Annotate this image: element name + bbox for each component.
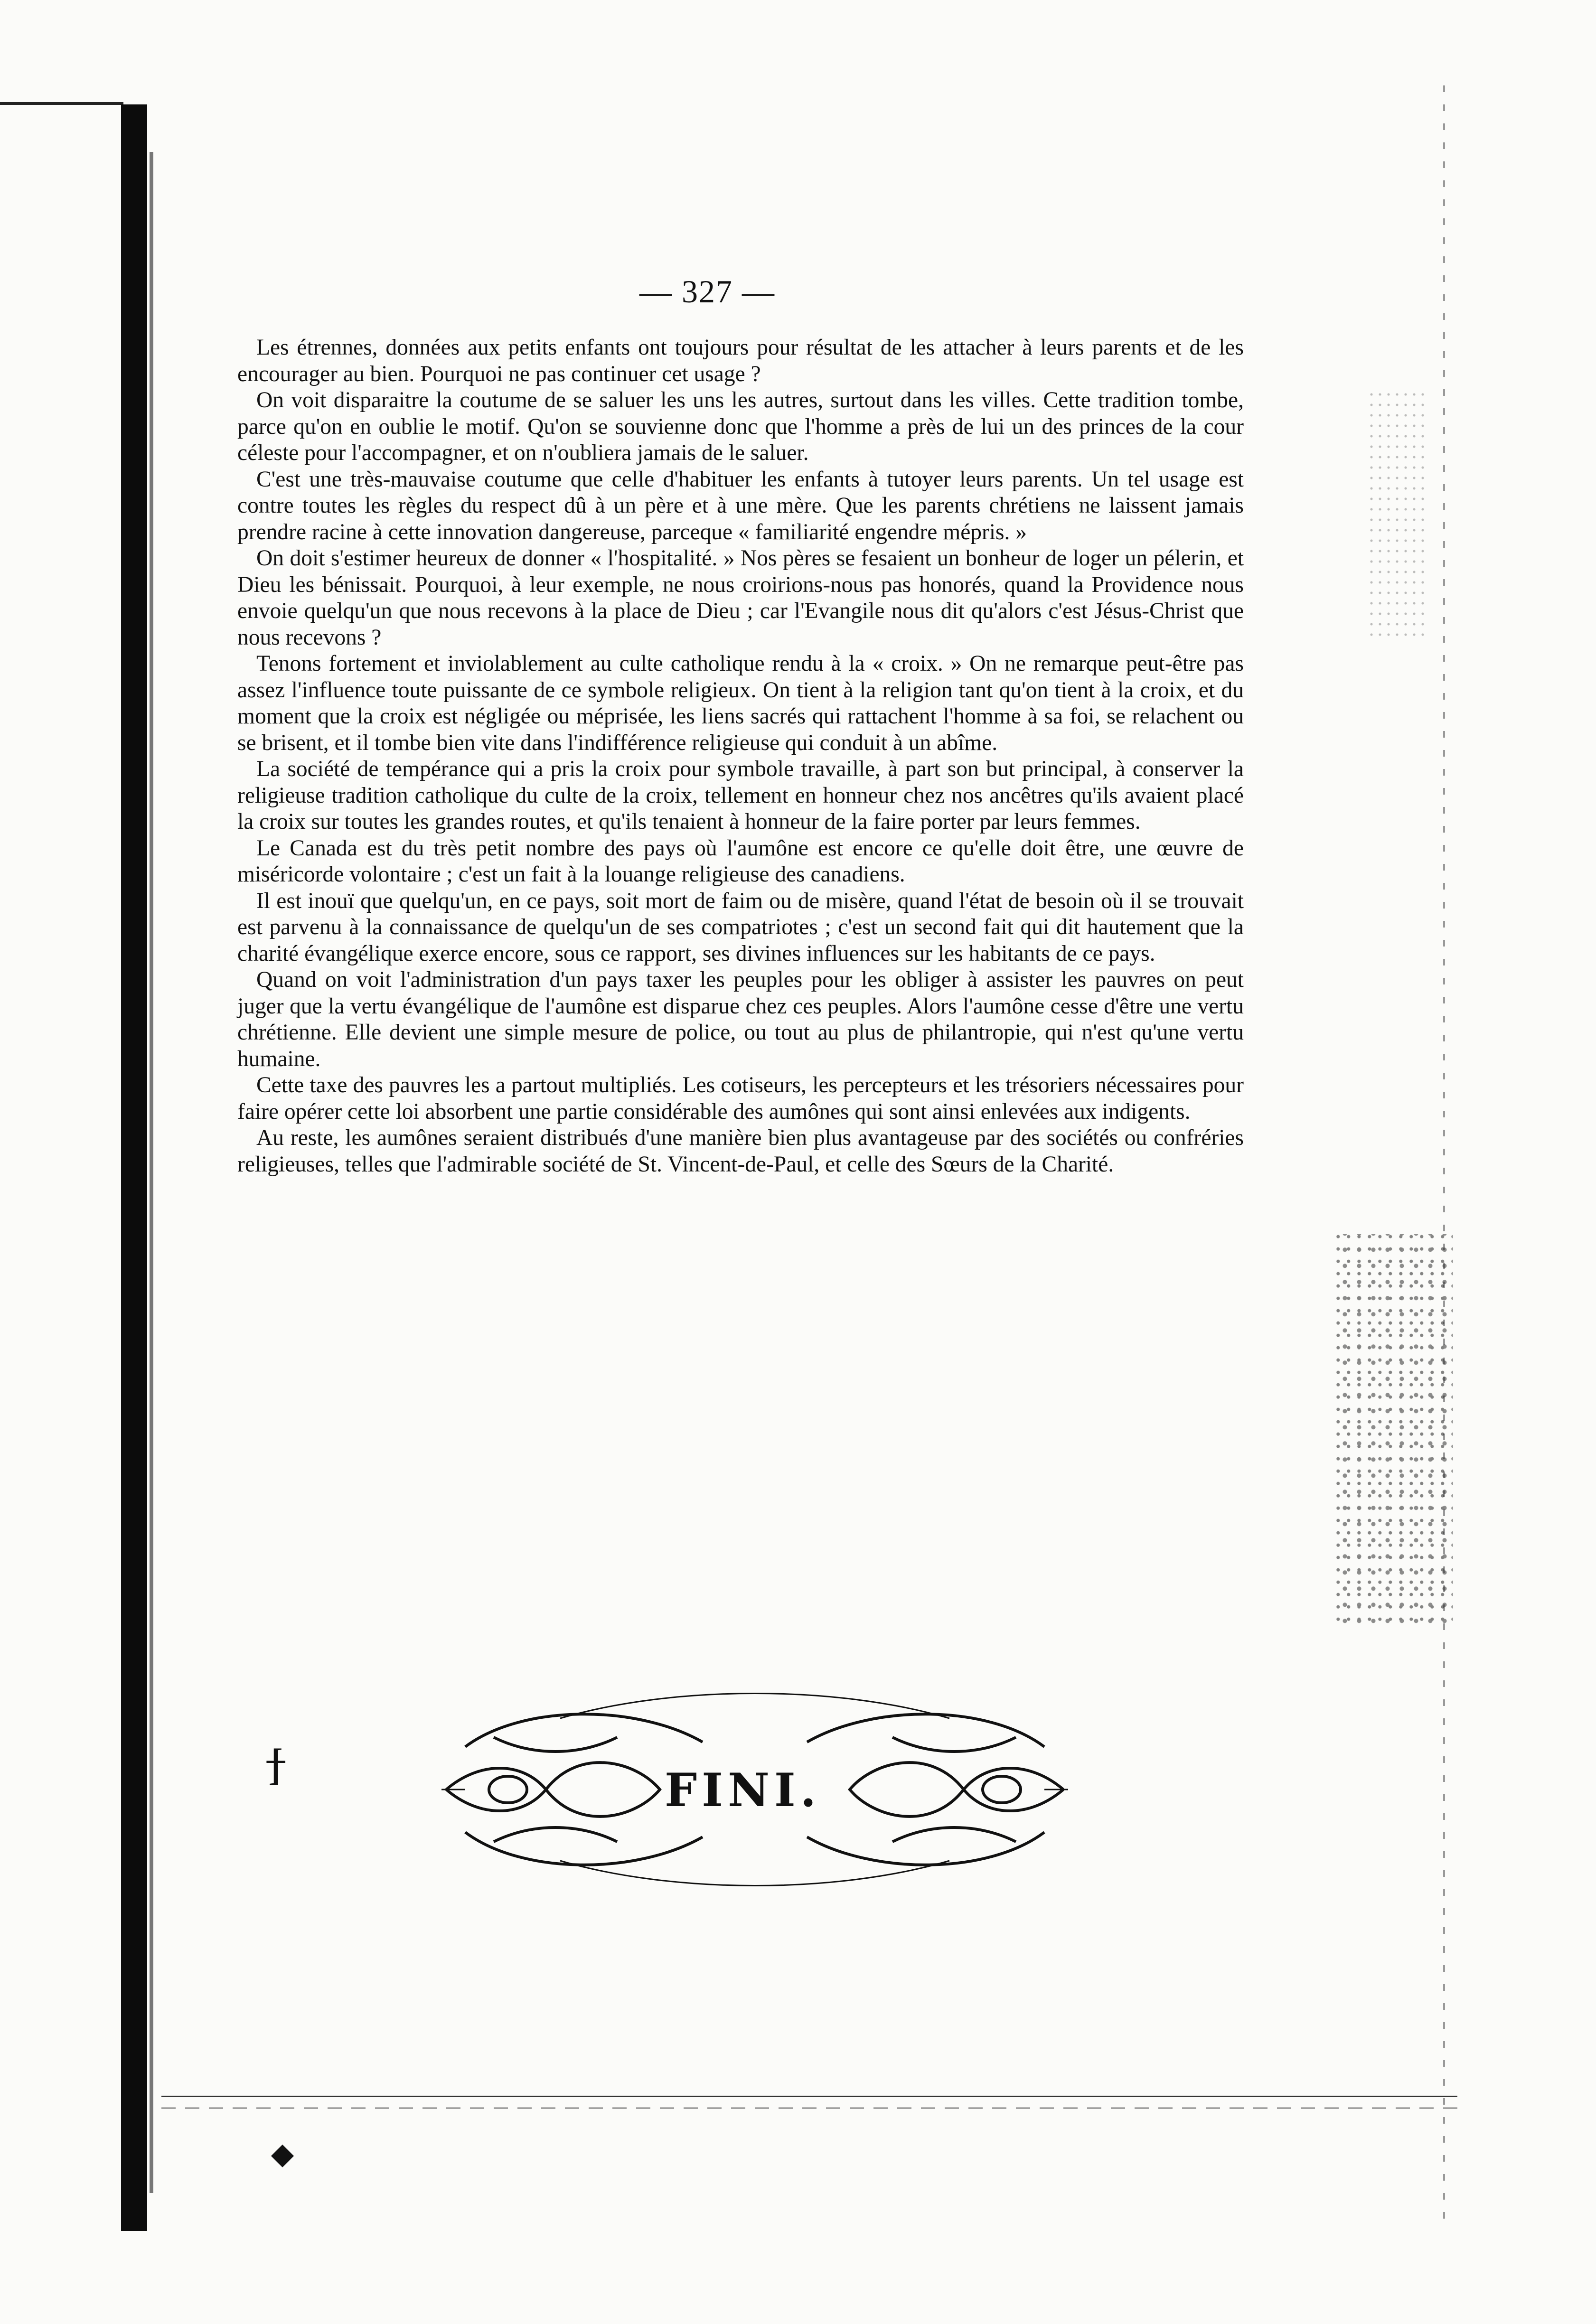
paragraph-misere: Il est inouï que quelqu'un, en ce pays, soit mort de faim ou de misère, quand l'état de besoin où il se trouvait est parvenu à la connaissance de quelqu'un de ses compatriotes ; c'est un second fait qui dit hautement que la charité évangélique exerce encore, sous ce rapport, ses divines influences sur les habitants de ce pays. [237,888,1244,966]
paragraph-croix: Tenons fortement et inviolablement au culte catholique rendu à la « croix. » On ne remarque peut-être pas assez l'influence toute puissante de ce symbole religieux. On tient à la religion tant qu'on tient à la croix, et du moment que la croix est négligée ou méprisée, les liens sacrés qui rattachent l'homme à sa foi, se relachent ou se brisent, et il tombe bien vite dans l'indifférence religieuse qui conduit à un abîme. [237,651,1244,755]
page-right-edge [1443,85,1445,2231]
paragraph-saluer: On voit disparaitre la coutume de se saluer les uns les autres, surtout dans les villes. Cette tradition tombe, parce qu'on en oublie le motif. Qu'on se souvienne donc que l'homme a près de lui un des princes de la cour céleste pour l'accompagner, et on n'oubliera jamais de le saluer. [237,388,1244,465]
paragraph-canada-aumone: Le Canada est du très petit nombre des pays où l'aumône est encore ce qu'elle doit être, une œuvre de miséricorde volontaire ; c'est un fait à la louange religieuse des canadiens. [237,835,1244,887]
top-rule [0,102,123,105]
paragraph-hospitalite: On doit s'estimer heureux de donner « l'hospitalité. » Nos pères se fesaient un bonheur de loger un pélerin, et Dieu les bénissait. Pourquoi, à leur exemple, ne nous croirions-nous pas honorés, quand la Providence nous envoie quelqu'un que nous recevons à la place de Dieu ; car l'Evangile nous dit qu'alors c'est Jésus-Christ que nous recevons ? [237,546,1244,650]
paragraph-tutoyer: C'est une très-mauvaise coutume que celle d'habituer les enfants à tutoyer leurs parents. Un tel usage est contre toutes les règles du respect dû à un père et à une mère. Que les parents chrétiens ne laissent jamais prendre racine à cette innovation dangereuse, parceque « familiarité engendre mépris. » [237,467,1244,544]
paragraph-etrennes: Les étrennes, données aux petits enfants ont toujours pour résultat de les attacher à leurs parents et de les encourager au bien. Pourquoi ne pas continuer cet usage ? [237,335,1244,386]
binding-edge [150,152,153,2193]
scan-noise-lower [1334,1234,1453,1623]
bottom-rule [161,2096,1457,2097]
paragraph-temperance: La société de tempérance qui a pris la croix pour symbole travaille, à part son but principal, à conserver la religieuse tradition catholique du culte de la croix, tellement en honneur chez nos ancêtres qu'ils avaient placé la croix sur toutes les grandes routes, et qu'ils tenaient à honneur de la faire porter par leurs femmes. [237,757,1244,834]
scan-noise-upper [1367,389,1429,636]
binding-shadow [121,104,147,2231]
margin-mark: ϯ [266,1738,286,1796]
page-number: — 327 — [639,273,775,309]
fini-label: FINI. [665,1763,821,1817]
bullet-mark [271,2145,294,2167]
body-text [237,335,1244,1178]
paragraph-taxe: Cette taxe des pauvres les a partout multipliés. Les cotiseurs, les percepteurs et les trésoriers nécessaires pour faire opérer cette loi absorbent une partie considérable des aumônes qui sont ainsi enlevées aux indigents. [237,1073,1244,1124]
paragraph-administration: Quand on voit l'administration d'un pays taxer les peuples pour les obliger à assister les pauvres on peut juger que la vertu évangélique de l'aumône est disparue chez ces peuples. Alors l'aumône cesse d'être une vertu chrétienne. Elle devient une simple mesure de police, ou tout au plus de philantropie, qui n'est qu'une vertu humaine. [237,967,1244,1071]
paragraph-au-reste: Au reste, les aumônes seraient distribués d'une manière bien plus avantageuse par des sociétés ou confréries religieuses, telles que l'admirable société de St. Vincent-de-Paul, et celle des Sœurs de la Charité. [237,1125,1244,1177]
